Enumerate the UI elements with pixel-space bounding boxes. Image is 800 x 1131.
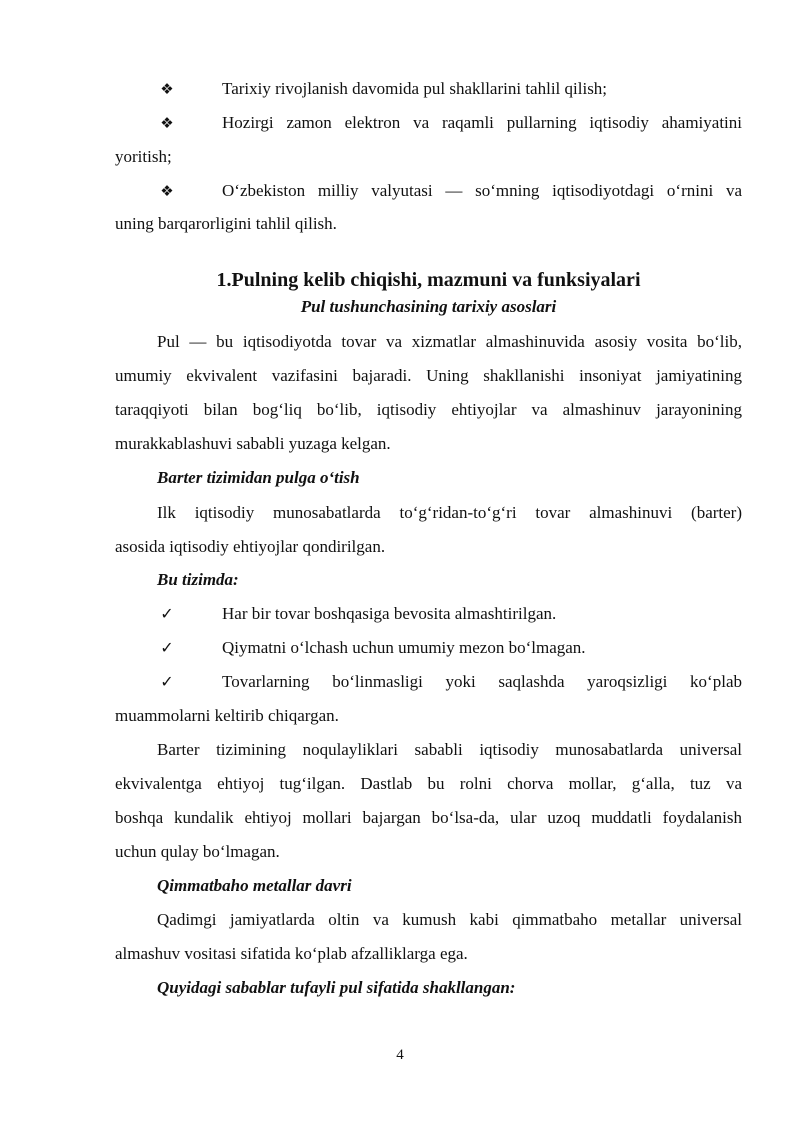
paragraph-line: murakkablashuvi sababli yuzaga kelgan. — [115, 434, 391, 453]
check-text: Qiymatni o‘lchash uchun umumiy mezon bo‘lmagan. — [222, 638, 586, 657]
subsection-heading: Qimmatbaho metallar davri — [157, 876, 352, 895]
check-text: Tovarlarning bo‘linmasligi yoki saqlashda yaroqsizligi ko‘plab — [222, 672, 742, 691]
bullet-text-continuation: yoritish; — [115, 147, 172, 166]
page-number: 4 — [396, 1047, 404, 1063]
paragraph-line: Pul — bu iqtisodiyotda tovar va xizmatlar almashinuvida asosiy vosita bo‘lib, — [157, 332, 742, 351]
diamond-bullet-icon: ❖ — [160, 114, 174, 132]
bullet-text: Hozirgi zamon elektron va raqamli pullarning iqtisodiy ahamiyatini — [222, 113, 742, 132]
check-text-continuation: muammolarni keltirib chiqargan. — [115, 706, 339, 725]
diamond-bullet-icon: ❖ — [160, 182, 174, 200]
check-text: Har bir tovar boshqasiga bevosita almashtirilgan. — [222, 604, 557, 623]
subsection-heading: Bu tizimda: — [157, 570, 239, 589]
paragraph-line: uchun qulay bo‘lmagan. — [115, 842, 280, 861]
paragraph-line: Barter tizimining noqulayliklari sababli iqtisodiy munosabatlarda universal — [157, 740, 742, 759]
section-title: 1.Pulning kelib chiqishi, mazmuni va funksiyalari — [216, 269, 641, 291]
paragraph-line: umumiy ekvivalent vazifasini bajaradi. Uning shakllanishi insoniyat jamiyatining — [115, 366, 742, 385]
subsection-heading: Barter tizimidan pulga o‘tish — [157, 468, 360, 487]
paragraph-line: almashuv vositasi sifatida ko‘plab afzalliklarga ega. — [115, 944, 468, 963]
checkmark-icon: ✓ — [160, 672, 174, 691]
bullet-text-continuation: uning barqarorligini tahlil qilish. — [115, 214, 337, 233]
section-subtitle: Pul tushunchasining tarixiy asoslari — [300, 297, 557, 316]
checkmark-icon: ✓ — [160, 604, 174, 623]
diamond-bullet-icon: ❖ — [160, 80, 174, 98]
paragraph-line: Qadimgi jamiyatlarda oltin va kumush kabi qimmatbaho metallar universal — [157, 910, 742, 929]
paragraph-line: ekvivalentga ehtiyoj tug‘ilgan. Dastlab bu rolni chorva mollar, g‘alla, tuz va — [115, 774, 742, 793]
paragraph-line: asosida iqtisodiy ehtiyojlar qondirilgan. — [115, 537, 386, 556]
paragraph-line: boshqa kundalik ehtiyoj mollari bajargan bo‘lsa-da, ular uzoq muddatli foydalanish — [115, 808, 742, 827]
checkmark-icon: ✓ — [160, 638, 174, 657]
paragraph-line: taraqqiyoti bilan bog‘liq bo‘lib, iqtisodiy ehtiyojlar va almashinuv jarayonining — [115, 400, 742, 419]
paragraph-line: Ilk iqtisodiy munosabatlarda to‘g‘ridan-to‘g‘ri tovar almashinuvi (barter) — [157, 503, 742, 522]
bullet-text: Tarixiy rivojlanish davomida pul shakllarini tahlil qilish; — [222, 79, 608, 98]
bullet-text: O‘zbekiston milliy valyutasi — so‘mning iqtisodiyotdagi o‘rnini va — [222, 181, 742, 200]
subsection-heading: Quyidagi sabablar tufayli pul sifatida shakllangan: — [157, 978, 516, 997]
